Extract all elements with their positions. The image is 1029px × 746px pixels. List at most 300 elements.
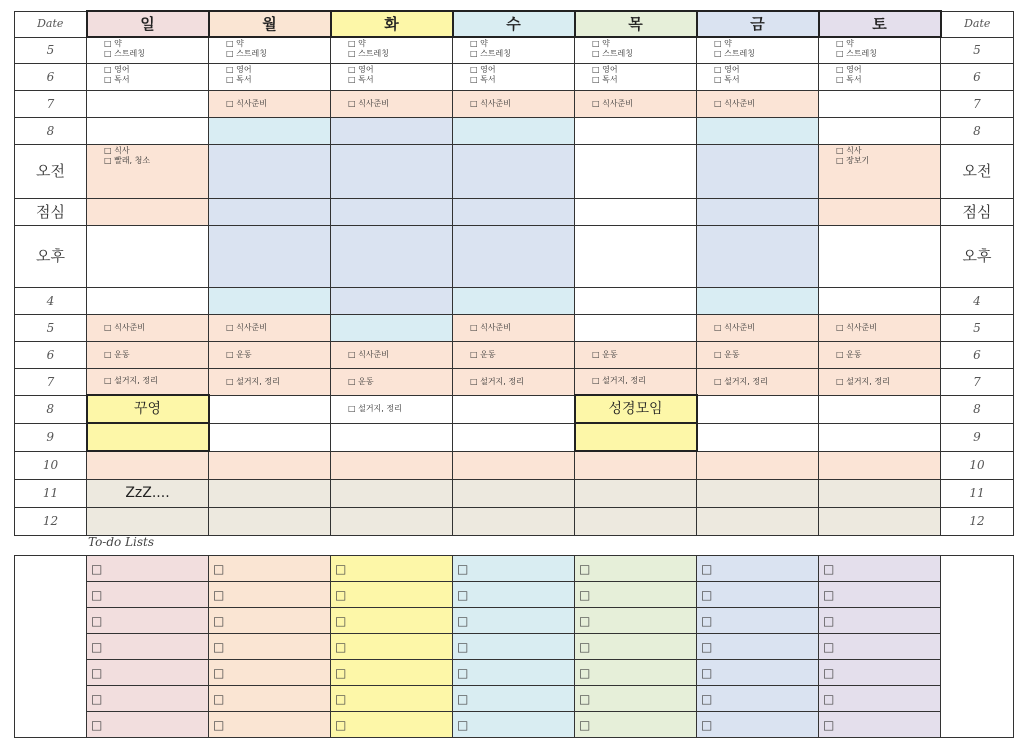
time-label-right: 7 (941, 90, 1014, 117)
schedule-cell (87, 198, 209, 225)
schedule-cell (87, 144, 209, 198)
task-item: □ 운동 (348, 376, 374, 386)
schedule-cell (697, 479, 819, 507)
time-label: 점심 (15, 198, 87, 225)
todo-spacer-right (941, 556, 1014, 582)
day-header: 월 (209, 11, 331, 37)
schedule-cell (209, 507, 331, 535)
task-item: □ 영어 (104, 64, 130, 74)
schedule-cell (331, 90, 453, 117)
task-item: □ 운동 (714, 349, 740, 359)
time-label-right: 5 (941, 37, 1014, 63)
schedule-cell (453, 117, 575, 144)
task-item: □ 독서 (714, 74, 740, 84)
checkbox-icon[interactable]: □ (91, 691, 103, 706)
todo-item[interactable] (697, 634, 819, 660)
todo-item[interactable] (575, 712, 697, 738)
time-label-right: 6 (941, 341, 1014, 368)
checkbox-icon[interactable]: □ (823, 561, 835, 576)
schedule-cell (453, 423, 575, 451)
task-item: □ 식사준비 (226, 322, 268, 332)
schedule-cell (697, 117, 819, 144)
schedule-cell (209, 63, 331, 90)
time-label: 9 (15, 423, 87, 451)
checkbox-icon[interactable]: □ (701, 665, 713, 680)
task-item: □ 식사준비 (714, 322, 756, 332)
schedule-cell (575, 90, 697, 117)
checkbox-icon[interactable]: □ (335, 587, 347, 602)
schedule-cell (575, 198, 697, 225)
schedule-cell (575, 479, 697, 507)
schedule-cell (331, 198, 453, 225)
time-label-right: 7 (941, 368, 1014, 395)
task-item: □ 영어 (226, 64, 252, 74)
schedule-cell (819, 117, 941, 144)
schedule-cell (697, 314, 819, 341)
time-label-right: 9 (941, 423, 1014, 451)
task-item: □ 설거지, 정리 (104, 376, 158, 386)
time-label: 12 (15, 507, 87, 535)
schedule-cell (697, 395, 819, 423)
todo-item[interactable] (819, 556, 941, 582)
checkbox-icon[interactable]: □ (213, 639, 225, 654)
schedule-cell (453, 368, 575, 395)
schedule-cell (209, 451, 331, 479)
schedule-cell (697, 90, 819, 117)
todo-item[interactable] (453, 556, 575, 582)
todo-item[interactable] (575, 582, 697, 608)
schedule-cell (575, 314, 697, 341)
todo-item[interactable] (697, 660, 819, 686)
todo-item[interactable] (331, 608, 453, 634)
checkbox-icon[interactable]: □ (213, 587, 225, 602)
schedule-cell (331, 507, 453, 535)
task-item: □ 독서 (592, 74, 618, 84)
todo-item[interactable] (209, 634, 331, 660)
schedule-cell (819, 395, 941, 423)
todo-item[interactable] (453, 660, 575, 686)
schedule-cell (697, 225, 819, 287)
schedule-cell (453, 287, 575, 314)
schedule-cell (819, 37, 941, 63)
schedule-cell (331, 225, 453, 287)
day-header: 목 (575, 11, 697, 37)
checkbox-icon[interactable]: □ (579, 639, 591, 654)
task-item: □ 영어 (348, 64, 374, 74)
task-item: □ 약 (104, 39, 122, 48)
day-header: 화 (331, 11, 453, 37)
time-label-right: 10 (941, 451, 1014, 479)
todo-item[interactable] (697, 608, 819, 634)
time-label-right: 6 (941, 63, 1014, 90)
schedule-cell (453, 37, 575, 63)
checkbox-icon[interactable]: □ (579, 587, 591, 602)
checkbox-icon[interactable]: □ (213, 665, 225, 680)
checkbox-icon[interactable]: □ (579, 717, 591, 732)
schedule-cell (209, 198, 331, 225)
schedule-cell (575, 368, 697, 395)
checkbox-icon[interactable]: □ (701, 717, 713, 732)
schedule-cell (453, 90, 575, 117)
checkbox-icon[interactable]: □ (91, 665, 103, 680)
todo-item[interactable] (697, 556, 819, 582)
todo-item[interactable] (575, 608, 697, 634)
checkbox-icon[interactable]: □ (457, 613, 469, 628)
checkbox-icon[interactable]: □ (335, 665, 347, 680)
task-item: □ 독서 (470, 74, 496, 84)
schedule-cell (331, 63, 453, 90)
todo-item[interactable] (697, 582, 819, 608)
todo-item[interactable] (209, 686, 331, 712)
task-item: □ 운동 (226, 349, 252, 359)
schedule-cell (697, 198, 819, 225)
schedule-cell (87, 37, 209, 63)
checkbox-icon[interactable]: □ (579, 691, 591, 706)
checkbox-icon[interactable]: □ (823, 665, 835, 680)
schedule-cell (87, 90, 209, 117)
checkbox-icon[interactable]: □ (457, 561, 469, 576)
task-item: □ 약 (836, 39, 854, 48)
time-label-right: 오후 (941, 225, 1014, 287)
schedule-cell (575, 225, 697, 287)
todo-item[interactable] (87, 582, 209, 608)
schedule-cell (697, 341, 819, 368)
checkbox-icon[interactable]: □ (823, 691, 835, 706)
time-label: 8 (15, 117, 87, 144)
todo-item[interactable] (453, 634, 575, 660)
todo-item[interactable] (453, 712, 575, 738)
todo-item[interactable] (87, 686, 209, 712)
task-item: □ 식사준비 (714, 98, 756, 108)
todo-title: To-do Lists (88, 535, 155, 549)
event-label: 성경모임 (608, 401, 663, 417)
checkbox-icon[interactable]: □ (823, 639, 835, 654)
task-item: □ 영어 (470, 64, 496, 74)
schedule-cell (331, 341, 453, 368)
weekly-schedule-table (14, 10, 1014, 536)
task-item: □ 식사준비 (470, 98, 512, 108)
date-header-left: Date (15, 11, 87, 37)
schedule-cell (819, 287, 941, 314)
checkbox-icon[interactable]: □ (335, 613, 347, 628)
todo-item[interactable] (87, 634, 209, 660)
task-item: □ 영어 (714, 64, 740, 74)
time-label: 6 (15, 63, 87, 90)
todo-spacer-right (941, 634, 1014, 660)
todo-spacer-left (15, 686, 87, 712)
time-label-right: 점심 (941, 198, 1014, 225)
task-item: □ 식사준비 (348, 349, 390, 359)
schedule-cell (575, 341, 697, 368)
time-label: 5 (15, 314, 87, 341)
todo-item[interactable] (87, 712, 209, 738)
schedule-cell (575, 287, 697, 314)
schedule-cell (87, 287, 209, 314)
schedule-cell (209, 287, 331, 314)
schedule-cell (209, 37, 331, 63)
checkbox-icon[interactable]: □ (579, 561, 591, 576)
schedule-cell (697, 287, 819, 314)
task-item: □ 설거지, 정리 (226, 376, 280, 386)
schedule-cell (819, 507, 941, 535)
day-header: 수 (453, 11, 575, 37)
schedule-cell (575, 63, 697, 90)
schedule-cell (575, 423, 697, 451)
schedule-cell (331, 37, 453, 63)
checkbox-icon[interactable]: □ (91, 587, 103, 602)
checkbox-icon[interactable]: □ (91, 639, 103, 654)
todo-item[interactable] (209, 556, 331, 582)
schedule-cell (453, 341, 575, 368)
checkbox-icon[interactable]: □ (335, 561, 347, 576)
time-label: 5 (15, 37, 87, 63)
checkbox-icon[interactable]: □ (213, 691, 225, 706)
schedule-cell (331, 451, 453, 479)
time-label: 7 (15, 368, 87, 395)
todo-item[interactable] (453, 582, 575, 608)
schedule-cell (87, 225, 209, 287)
task-item: □ 독서 (836, 74, 862, 84)
task-item: □ 식사준비 (348, 98, 390, 108)
task-item: □ 운동 (592, 349, 618, 359)
todo-item[interactable] (819, 634, 941, 660)
schedule-cell (209, 479, 331, 507)
task-item: □ 약 (714, 39, 732, 48)
task-item: □ 운동 (836, 349, 862, 359)
schedule-cell (87, 451, 209, 479)
todo-item[interactable] (697, 712, 819, 738)
checkbox-icon[interactable]: □ (823, 587, 835, 602)
schedule-cell (697, 423, 819, 451)
task-item: □ 스트레칭 (226, 49, 268, 58)
task-item: □ 독서 (348, 74, 374, 84)
schedule-cell (575, 37, 697, 63)
schedule-cell (453, 451, 575, 479)
schedule-cell (819, 225, 941, 287)
event-label: ZzZ.... (125, 485, 170, 501)
todo-item[interactable] (697, 686, 819, 712)
checkbox-icon[interactable]: □ (823, 613, 835, 628)
todo-spacer-left (15, 634, 87, 660)
checkbox-icon[interactable]: □ (701, 587, 713, 602)
todo-item[interactable] (453, 686, 575, 712)
schedule-cell (331, 395, 453, 423)
todo-item[interactable] (331, 686, 453, 712)
schedule-cell (819, 144, 941, 198)
todo-item[interactable] (819, 608, 941, 634)
todo-item[interactable] (819, 660, 941, 686)
todo-spacer-left (15, 712, 87, 738)
todo-item[interactable] (87, 660, 209, 686)
checkbox-icon[interactable]: □ (457, 587, 469, 602)
schedule-cell (575, 395, 697, 423)
schedule-cell (331, 479, 453, 507)
task-item: □ 약 (226, 39, 244, 48)
checkbox-icon[interactable]: □ (579, 613, 591, 628)
day-header: 일 (87, 11, 209, 37)
time-label-right: 오전 (941, 144, 1014, 198)
checkbox-icon[interactable]: □ (457, 665, 469, 680)
todo-spacer-right (941, 686, 1014, 712)
checkbox-icon[interactable]: □ (823, 717, 835, 732)
schedule-cell (575, 507, 697, 535)
todo-spacer-right (941, 608, 1014, 634)
time-label-right: 8 (941, 395, 1014, 423)
schedule-cell (209, 395, 331, 423)
todo-spacer-right (941, 582, 1014, 608)
schedule-cell (697, 144, 819, 198)
time-label-right: 11 (941, 479, 1014, 507)
checkbox-icon[interactable]: □ (91, 561, 103, 576)
schedule-cell (209, 423, 331, 451)
todo-item[interactable] (819, 712, 941, 738)
schedule-cell (87, 423, 209, 451)
schedule-cell (453, 507, 575, 535)
schedule-cell (331, 117, 453, 144)
checkbox-icon[interactable]: □ (213, 561, 225, 576)
schedule-cell (87, 117, 209, 144)
todo-item[interactable] (209, 582, 331, 608)
todo-spacer-left (15, 608, 87, 634)
checkbox-icon[interactable]: □ (335, 691, 347, 706)
schedule-cell (819, 90, 941, 117)
schedule-cell (575, 144, 697, 198)
schedule-cell (819, 368, 941, 395)
task-item: □ 스트레칭 (470, 49, 512, 58)
schedule-cell (87, 63, 209, 90)
time-label: 6 (15, 341, 87, 368)
task-item: □ 운동 (470, 349, 496, 359)
task-item: □ 스트레칭 (836, 49, 878, 58)
checkbox-icon[interactable]: □ (579, 665, 591, 680)
todo-item[interactable] (87, 556, 209, 582)
time-label-right: 8 (941, 117, 1014, 144)
schedule-cell (331, 368, 453, 395)
checkbox-icon[interactable]: □ (213, 717, 225, 732)
task-item: □ 영어 (836, 64, 862, 74)
schedule-cell (697, 368, 819, 395)
schedule-cell (575, 451, 697, 479)
schedule-cell (819, 451, 941, 479)
checkbox-icon[interactable]: □ (701, 613, 713, 628)
task-item: □ 식사 (836, 145, 862, 155)
todo-item[interactable] (209, 660, 331, 686)
todo-item[interactable] (331, 634, 453, 660)
time-label-right: 4 (941, 287, 1014, 314)
schedule-cell (819, 479, 941, 507)
schedule-cell (209, 341, 331, 368)
schedule-cell (209, 117, 331, 144)
todo-item[interactable] (331, 556, 453, 582)
task-item: □ 식사준비 (836, 322, 878, 332)
time-label: 11 (15, 479, 87, 507)
todo-item[interactable] (819, 686, 941, 712)
task-item: □ 독서 (104, 74, 130, 84)
schedule-cell (453, 63, 575, 90)
task-item: □ 설거지, 정리 (836, 376, 890, 386)
todo-item[interactable] (209, 608, 331, 634)
schedule-cell (819, 63, 941, 90)
checkbox-icon[interactable]: □ (91, 613, 103, 628)
schedule-cell (697, 451, 819, 479)
schedule-cell (697, 37, 819, 63)
task-item: □ 스트레칭 (714, 49, 756, 58)
schedule-cell (697, 507, 819, 535)
todo-spacer-left (15, 556, 87, 582)
checkbox-icon[interactable]: □ (701, 639, 713, 654)
time-label-right: 5 (941, 314, 1014, 341)
task-item: □ 빨래, 청소 (104, 155, 151, 165)
time-label: 7 (15, 90, 87, 117)
schedule-cell (209, 314, 331, 341)
task-item: □ 스트레칭 (348, 49, 390, 58)
checkbox-icon[interactable]: □ (701, 561, 713, 576)
todo-item[interactable] (575, 686, 697, 712)
checkbox-icon[interactable]: □ (335, 639, 347, 654)
checkbox-icon[interactable]: □ (701, 691, 713, 706)
todo-item[interactable] (819, 582, 941, 608)
task-item: □ 영어 (592, 64, 618, 74)
checkbox-icon[interactable]: □ (91, 717, 103, 732)
time-label: 오전 (15, 144, 87, 198)
task-item: □ 식사준비 (592, 98, 634, 108)
schedule-cell (87, 395, 209, 423)
todo-item[interactable] (331, 660, 453, 686)
schedule-cell (331, 423, 453, 451)
schedule-cell (87, 314, 209, 341)
todo-item[interactable] (575, 634, 697, 660)
schedule-cell (87, 479, 209, 507)
checkbox-icon[interactable]: □ (213, 613, 225, 628)
time-label: 4 (15, 287, 87, 314)
task-item: □ 식사준비 (104, 322, 146, 332)
schedule-cell (87, 341, 209, 368)
todo-spacer-left (15, 582, 87, 608)
task-item: □ 식사 (104, 145, 130, 155)
checkbox-icon[interactable]: □ (457, 639, 469, 654)
todo-item[interactable] (331, 582, 453, 608)
task-item: □ 식사준비 (226, 98, 268, 108)
schedule-cell (453, 144, 575, 198)
checkbox-icon[interactable]: □ (335, 717, 347, 732)
todo-item[interactable] (209, 712, 331, 738)
todo-item[interactable] (453, 608, 575, 634)
schedule-cell (209, 90, 331, 117)
schedule-cell (331, 314, 453, 341)
task-item: □ 독서 (226, 74, 252, 84)
todo-item[interactable] (575, 556, 697, 582)
checkbox-icon[interactable]: □ (457, 717, 469, 732)
schedule-cell (453, 225, 575, 287)
schedule-cell (331, 144, 453, 198)
time-label: 오후 (15, 225, 87, 287)
schedule-cell (819, 198, 941, 225)
todo-item[interactable] (87, 608, 209, 634)
time-label: 8 (15, 395, 87, 423)
checkbox-icon[interactable]: □ (457, 691, 469, 706)
schedule-cell (87, 507, 209, 535)
todo-item[interactable] (331, 712, 453, 738)
time-label-right: 12 (941, 507, 1014, 535)
schedule-cell (331, 287, 453, 314)
todo-item[interactable] (575, 660, 697, 686)
schedule-cell (453, 395, 575, 423)
task-item: □ 설거지, 정리 (470, 376, 524, 386)
time-label: 10 (15, 451, 87, 479)
task-item: □ 약 (592, 39, 610, 48)
schedule-cell (697, 63, 819, 90)
schedule-cell (209, 225, 331, 287)
